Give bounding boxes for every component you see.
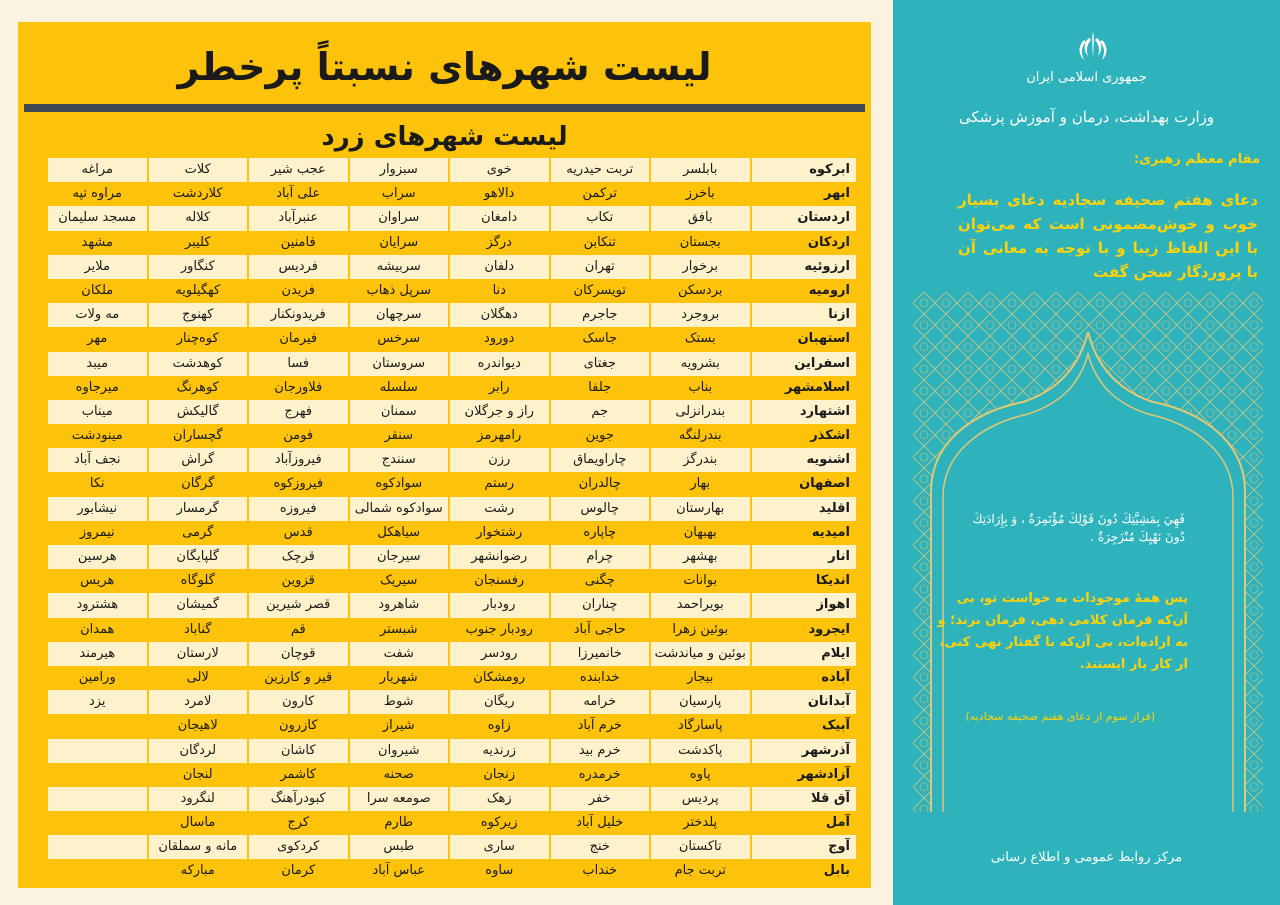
city-cell: سوادکوه شمالی [348,497,449,521]
city-cell: زنجان [448,763,549,787]
arabic-verse: فَهِيَ بِمَشِيَّتِكَ دُونَ قَوْلِكَ مُؤْتَمِرَةٌ ، وَ بِإِرَادَتِكَ دُونَ نَهْيِكَ مُنْزَجِرَةٌ . [972,512,1185,544]
table-row [46,739,856,763]
city-cell: لنگرود [147,787,248,811]
city-cell [46,859,147,883]
city-cell: کلاردشت [147,182,248,206]
city-cell: ملکان [46,279,147,303]
gov-line-2: وزارت بهداشت، درمان و آموزش پزشکی [958,108,1215,126]
city-cell: خدابنده [549,666,650,690]
city-cell: گلپایگان [147,545,248,569]
city-cell: لاهیجان [147,714,248,738]
city-cell: سراب [348,182,449,206]
city-cell: جوین [549,424,650,448]
city-cell: آبدانان [750,690,857,714]
city-cell: شهریار [348,666,449,690]
city-cell: خنداب [549,859,650,883]
city-cell [46,811,147,835]
city-cell: اسفراین [750,352,857,376]
city-cell: مینودشت [46,424,147,448]
table-row [46,787,856,811]
city-cell: بهارستان [649,497,750,521]
city-cell: جاسک [549,327,650,351]
city-cell: مه ولات [46,303,147,327]
city-cell: قوچان [247,642,348,666]
city-table [46,158,856,884]
city-cell: آزادشهر [750,763,857,787]
city-cell: پارسیان [649,690,750,714]
city-cell: ازنا [750,303,857,327]
city-cell: رشتخوار [448,521,549,545]
city-cell: همدان [46,618,147,642]
city-cell: علی آباد [247,182,348,206]
city-cell: آوج [750,835,857,859]
table-row [46,497,856,521]
city-cell: چالوس [549,497,650,521]
city-cell: خنج [549,835,650,859]
city-cell: بروجرد [649,303,750,327]
city-cell: تاکستان [649,835,750,859]
city-cell: اشکذر [750,424,857,448]
city-cell: جلفا [549,376,650,400]
city-cell: مسجد سلیمان [46,206,147,230]
city-cell: شیروان [348,739,449,763]
city-cell: فهرج [247,400,348,424]
table-row [46,400,856,424]
table-row [46,303,856,327]
city-cell: شبستر [348,618,449,642]
city-cell: خرم بید [549,739,650,763]
city-cell: قصر شیرین [247,593,348,617]
city-cell: فامنین [247,231,348,255]
city-cell: ارزوئیه [750,255,857,279]
table-row [46,327,856,351]
city-cell: تهران [549,255,650,279]
city-cell: زیرکوه [448,811,549,835]
city-cell: بوانات [649,569,750,593]
city-cell: خلیل آباد [549,811,650,835]
city-cell: فردیس [247,255,348,279]
city-cell [46,835,147,859]
city-cell: سبزوار [348,158,449,182]
city-cell: قزوین [247,569,348,593]
city-cell: بهار [649,472,750,496]
city-cell: مهر [46,327,147,351]
city-cell: پاسارگاد [649,714,750,738]
city-cell: پاوه [649,763,750,787]
city-cell: خوی [448,158,549,182]
city-cell: چاپاره [549,521,650,545]
city-cell: رزن [448,448,549,472]
city-cell: انار [750,545,857,569]
page-title: لیست شهرهای نسبتاً پرخطر [177,45,712,89]
table-row [46,472,856,496]
table-row [46,352,856,376]
city-cell: راز و جرگلان [448,400,549,424]
city-cell: قدس [247,521,348,545]
city-cell [46,714,147,738]
table-row [46,835,856,859]
city-cell: بندرانزلی [649,400,750,424]
city-cell: کلات [147,158,248,182]
city-cell: رودبار [448,593,549,617]
table-row [46,448,856,472]
city-cell: کنگاور [147,255,248,279]
city-cell: نیمروز [46,521,147,545]
city-cell: یزد [46,690,147,714]
table-row [46,206,856,230]
city-cell: سنقر [348,424,449,448]
city-cell: زاوه [448,714,549,738]
city-cell: آمل [750,811,857,835]
table-row [46,714,856,738]
city-cell: چالدران [549,472,650,496]
city-cell: بشرویه [649,352,750,376]
city-cell: بستک [649,327,750,351]
city-cell: دلفان [448,255,549,279]
city-cell: اندیکا [750,569,857,593]
city-cell [46,787,147,811]
city-cell: سرخس [348,327,449,351]
city-cell: ابرکوه [750,158,857,182]
city-cell: گالیکش [147,400,248,424]
leader-quote: دعای هفتم صحیفه سجادیه دعای بسیار خوب و خوش‌مضمونی است که می‌توان با این الفاظ زیبا و با توجه به معانی آن با پروردگار سخن گفت [958,191,1258,281]
city-cell: کاشمر [247,763,348,787]
city-cell: اردستان [750,206,857,230]
city-cell: میناب [46,400,147,424]
city-cell: کلاله [147,206,248,230]
city-cell: کازرون [247,714,348,738]
city-cell: بوئین زهرا [649,618,750,642]
table-row [46,569,856,593]
city-cell: رومشکان [448,666,549,690]
city-cell: نیشابور [46,497,147,521]
city-cell: پردیس [649,787,750,811]
city-cell: اسلامشهر [750,376,857,400]
city-cell: جاجرم [549,303,650,327]
city-cell: جغتای [549,352,650,376]
city-cell: کردکوی [247,835,348,859]
city-cell: سرپل ذهاب [348,279,449,303]
city-cell: آق قلا [750,787,857,811]
city-cell: کوهرنگ [147,376,248,400]
city-cell: تویسرکان [549,279,650,303]
city-cell: چرام [549,545,650,569]
city-cell: سیرجان [348,545,449,569]
city-cell: فیروزه [247,497,348,521]
city-cell: پلدختر [649,811,750,835]
city-cell: سروستان [348,352,449,376]
city-cell: هشترود [46,593,147,617]
city-cell: جم [549,400,650,424]
city-cell: لارستان [147,642,248,666]
city-cell: فیروزآباد [247,448,348,472]
ornamental-arch [913,292,1263,812]
table-row [46,763,856,787]
city-cell: سرچهان [348,303,449,327]
city-cell: لالی [147,666,248,690]
city-cell [46,763,147,787]
city-cell: سمنان [348,400,449,424]
city-cell: کوهدشت [147,352,248,376]
city-cell: امیدیه [750,521,857,545]
city-cell: نجف آباد [46,448,147,472]
city-cell: رضوانشهر [448,545,549,569]
table-row [46,521,856,545]
table-row [46,424,856,448]
city-cell: چگنی [549,569,650,593]
yellow-list-card [18,22,871,888]
city-cell: آبیک [750,714,857,738]
city-cell: عباس آباد [348,859,449,883]
city-cell: هریس [46,569,147,593]
city-cell: قم [247,618,348,642]
city-cell: شوط [348,690,449,714]
city-cell: بیجار [649,666,750,690]
city-cell: گرمسار [147,497,248,521]
city-cell: گراش [147,448,248,472]
city-cell: هرسین [46,545,147,569]
city-cell: اهواز [750,593,857,617]
city-cell: بابلسر [649,158,750,182]
city-cell: ماسال [147,811,248,835]
city-cell: فسا [247,352,348,376]
city-cell: شاهرود [348,593,449,617]
table-row [46,690,856,714]
city-cell: دیواندره [448,352,549,376]
list-subtitle: لیست شهرهای زرد [321,122,568,152]
city-cell: فومن [247,424,348,448]
city-cell: دورود [448,327,549,351]
city-cell: سیریک [348,569,449,593]
city-cell: گرمی [147,521,248,545]
city-cell: اصفهان [750,472,857,496]
city-cell: عنبرآباد [247,206,348,230]
right-panel [893,0,1280,905]
city-cell: کارون [247,690,348,714]
city-cell: سراوان [348,206,449,230]
title-divider [24,104,865,112]
city-cell: ترکمن [549,182,650,206]
city-cell: خرمدره [549,763,650,787]
city-cell: بهشهر [649,545,750,569]
city-cell: بجستان [649,231,750,255]
city-cell: چناران [549,593,650,617]
city-cell: مراغه [46,158,147,182]
city-cell: مانه و سملقان [147,835,248,859]
table-row [46,231,856,255]
city-cell: رودبار جنوب [448,618,549,642]
city-cell: رودسر [448,642,549,666]
city-cell: زرندیه [448,739,549,763]
city-cell: شیراز [348,714,449,738]
city-cell: قرچک [247,545,348,569]
city-cell: درگز [448,231,549,255]
city-cell: رابر [448,376,549,400]
table-row [46,376,856,400]
city-cell: ایجرود [750,618,857,642]
city-cell: گرگان [147,472,248,496]
city-cell: رشت [448,497,549,521]
city-cell [46,739,147,763]
city-cell: طبس [348,835,449,859]
city-cell: عجب شیر [247,158,348,182]
city-cell: میبد [46,352,147,376]
city-cell: دامغان [448,206,549,230]
city-cell: کاشان [247,739,348,763]
city-cell: خانمیرزا [549,642,650,666]
city-cell: سنندج [348,448,449,472]
city-cell: ریگان [448,690,549,714]
city-cell: گناباد [147,618,248,642]
city-cell: ارومیه [750,279,857,303]
city-cell: ابهر [750,182,857,206]
iran-emblem-icon [1073,28,1113,68]
city-cell: استهبان [750,327,857,351]
city-cell: رستم [448,472,549,496]
city-cell: مشهد [46,231,147,255]
table-row [46,182,856,206]
city-cell: دالاهو [448,182,549,206]
city-cell: طارم [348,811,449,835]
city-cell: خفر [549,787,650,811]
city-cell: میرجاوه [46,376,147,400]
city-cell: فریدن [247,279,348,303]
city-cell: فیرمان [247,327,348,351]
city-cell: شفت [348,642,449,666]
table-row [46,618,856,642]
city-cell: ورامین [46,666,147,690]
city-cell: اردکان [750,231,857,255]
city-cell: خرامه [549,690,650,714]
city-cell: بردسکن [649,279,750,303]
city-cell: خرم آباد [549,714,650,738]
table-row [46,859,856,883]
city-cell: ساری [448,835,549,859]
city-cell: سربیشه [348,255,449,279]
city-cell: دنا [448,279,549,303]
table-row [46,279,856,303]
table-row [46,811,856,835]
city-cell: سوادکوه [348,472,449,496]
table-row [46,642,856,666]
city-cell: فلاورجان [247,376,348,400]
city-cell: کلیبر [147,231,248,255]
city-cell: کرمان [247,859,348,883]
city-cell: بناب [649,376,750,400]
city-cell: بافق [649,206,750,230]
city-cell: مراوه تپه [46,182,147,206]
city-cell: باخرز [649,182,750,206]
city-cell: پاکدشت [649,739,750,763]
city-cell: بویراحمد [649,593,750,617]
city-cell: گچساران [147,424,248,448]
city-cell: حاجی آباد [549,618,650,642]
city-cell: تنکابن [549,231,650,255]
city-cell: بوئین و میاندشت [649,642,750,666]
city-cell: رامهرمز [448,424,549,448]
persian-translation: پس همهٔ موجودات به خواست تو، بی آن‌که فرمان کلامی دهی، فرمان برند؛ و به اراده‌ات، بی آن‌که با گفتار نهی کنی، از کار باز ایستند. [937,591,1188,672]
city-cell: ساوه [448,859,549,883]
verse-reference: (فراز سوم از دعای هفتم صحیفه سجادیه) [965,710,1155,723]
city-cell: بهبهان [649,521,750,545]
footer-org: مرکز روابط عمومی و اطلاع رسانی [990,850,1183,865]
city-cell: برخوار [649,255,750,279]
city-cell: نکا [46,472,147,496]
city-cell: ایلام [750,642,857,666]
city-cell: قیر و کارزین [247,666,348,690]
city-cell: زهک [448,787,549,811]
city-cell: دهگلان [448,303,549,327]
city-cell: بندرگز [649,448,750,472]
city-cell: بندرلنگه [649,424,750,448]
leader-label: مقام معظم رهبری: [1133,152,1260,167]
city-cell: لردگان [147,739,248,763]
city-cell: کبودرآهنگ [247,787,348,811]
table-row [46,255,856,279]
city-cell: لنجان [147,763,248,787]
city-cell: ملایر [46,255,147,279]
city-cell: فریدونکنار [247,303,348,327]
table-row [46,158,856,182]
city-cell: سرایان [348,231,449,255]
table-row [46,666,856,690]
city-cell: کهنوج [147,303,248,327]
city-cell: کهگیلویه [147,279,248,303]
city-cell: مبارکه [147,859,248,883]
table-row [46,545,856,569]
city-cell: کرج [247,811,348,835]
city-cell: تربت حیدریه [549,158,650,182]
city-cell: فیروزکوه [247,472,348,496]
city-cell: لامرد [147,690,248,714]
city-cell: اشنویه [750,448,857,472]
city-cell: بابل [750,859,857,883]
gov-line-1: جمهوری اسلامی ایران [1026,70,1147,85]
table-row [46,593,856,617]
city-cell: چاراویماق [549,448,650,472]
city-cell: گمیشان [147,593,248,617]
city-cell: گلوگاه [147,569,248,593]
city-cell: تکاب [549,206,650,230]
city-cell: رفسنجان [448,569,549,593]
city-cell: کوه‌چنار [147,327,248,351]
city-cell: اشتهارد [750,400,857,424]
city-cell: هیرمند [46,642,147,666]
city-cell: سیاهکل [348,521,449,545]
city-cell: تربت جام [649,859,750,883]
city-cell: سلسله [348,376,449,400]
city-cell: اقلید [750,497,857,521]
city-cell: آباده [750,666,857,690]
city-cell: صومعه سرا [348,787,449,811]
city-cell: آذرشهر [750,739,857,763]
city-cell: صحنه [348,763,449,787]
